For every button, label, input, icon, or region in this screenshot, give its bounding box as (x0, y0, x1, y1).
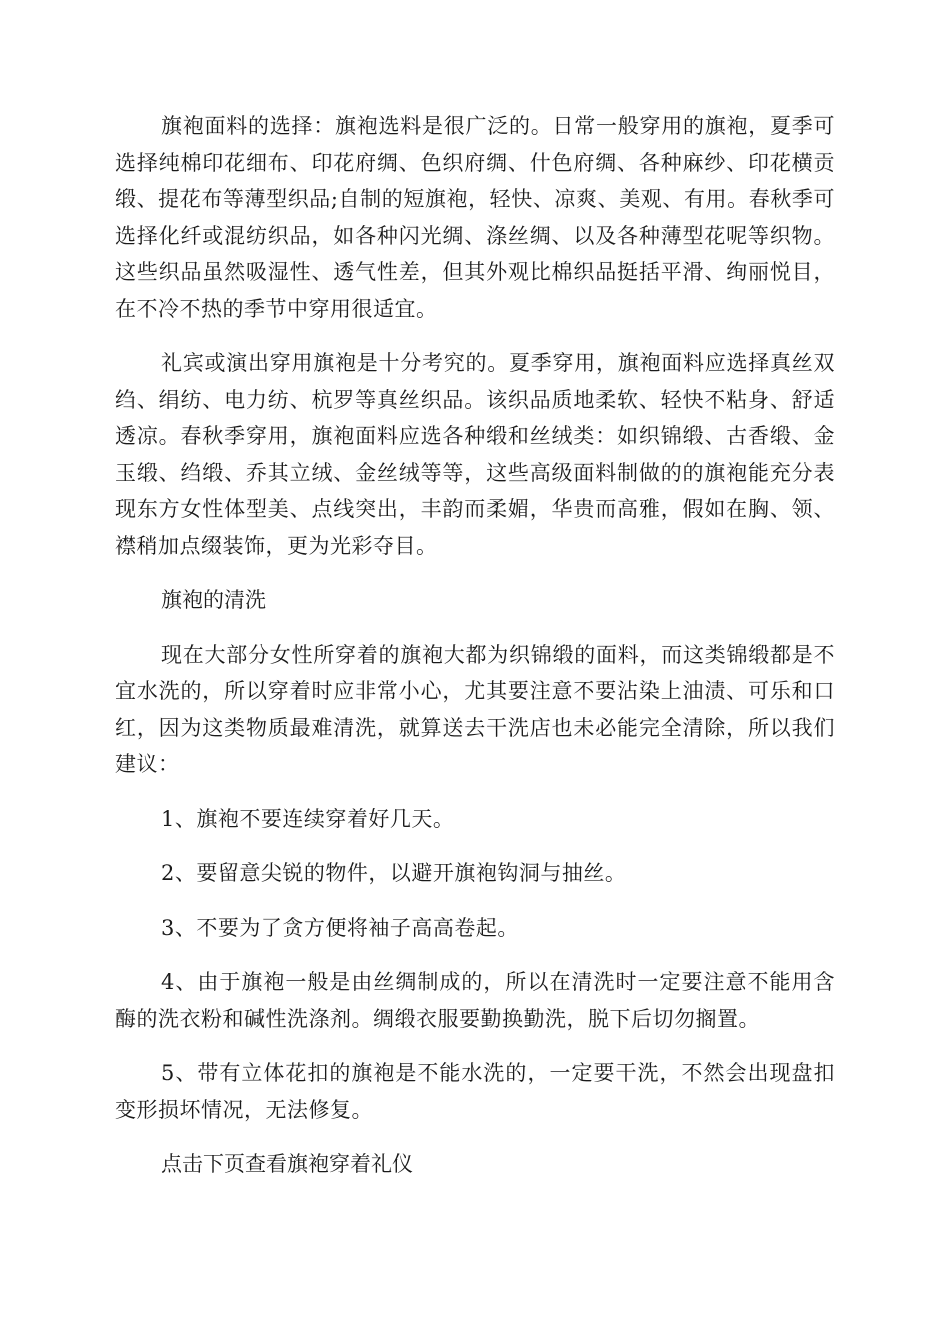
paragraph-formal-wear: 礼宾或演出穿用旗袍是十分考究的。夏季穿用，旗袍面料应选择真丝双绉、绢纺、电力纺、杭罗等真丝织品。该织品质地柔软、轻快不粘身、舒适透凉。春秋季穿用，旗袍面料应选各种缎和丝绒类：如织锦缎、古香缎、金玉缎、绉缎、乔其立绒、金丝绒等等，这些高级面料制做的的旗袍能充分表现东方女性体型美、点线突出，丰韵而柔媚，华贵而高雅，假如在胸、领、襟稍加点缀装饰，更为光彩夺目。 (115, 351, 835, 558)
paragraph-cleaning-intro: 现在大部分女性所穿着的旗袍大都为织锦缎的面料，而这类锦缎都是不宜水洗的，所以穿着时应非常小心，尤其要注意不要沾染上油渍、可乐和口红，因为这类物质最难清洗，就算送去干洗店也未必能完全清除，所以我们建议： (115, 642, 835, 776)
next-page-link[interactable]: 点击下页查看旗袍穿着礼仪 (161, 1152, 413, 1176)
list-item: 2、要留意尖锐的物件，以避开旗袍钩洞与抽丝。 (161, 861, 627, 885)
list-item: 3、不要为了贪方便将袖子高高卷起。 (161, 915, 519, 940)
paragraph-fabric-selection: 旗袍面料的选择：旗袍选料是很广泛的。日常一般穿用的旗袍，夏季可选择纯棉印花细布、印花府绸、色织府绸、什色府绸、各种麻纱、印花横贡缎、提花布等薄型织品;自制的短旗袍，轻快、凉爽、美观、有用。春秋季可选择化纤或混纺织品，如各种闪光绸、涤丝绸、以及各种薄型花呢等织物。这些织品虽然吸湿性、透气性差，但其外观比棉织品挺括平滑、绚丽悦目，在不冷不热的季节中穿用很适宜。 (115, 114, 835, 321)
list-item: 5、带有立体花扣的旗袍是不能水洗的，一定要干洗，不然会出现盘扣变形损坏情况，无法修复。 (115, 1061, 835, 1122)
list-item: 4、由于旗袍一般是由丝绸制成的，所以在清洗时一定要注意不能用含酶的洗衣粉和碱性洗涤剂。绸缎衣服要勤换勤洗，脱下后切勿搁置。 (115, 970, 835, 1031)
document-body (115, 108, 835, 1183)
section-heading-cleaning: 旗袍的清洗 (161, 588, 266, 612)
list-item: 1、旗袍不要连续穿着好几天。 (161, 806, 455, 831)
